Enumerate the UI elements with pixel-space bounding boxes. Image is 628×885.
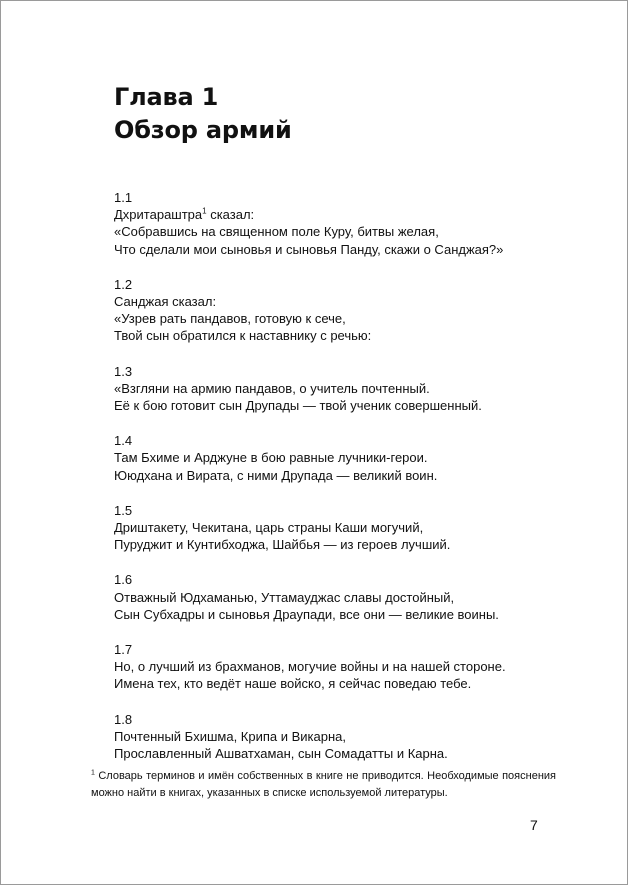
verse-line: Санджая сказал: <box>114 294 217 310</box>
verse-1-1 <box>114 189 554 258</box>
verse-line: Имена тех, кто ведёт наше войско, я сейчас поведаю тебе. <box>114 676 472 692</box>
speaker-tail: сказал: <box>206 207 255 223</box>
chapter-heading <box>114 81 292 147</box>
verse-number: 1.7 <box>114 642 133 658</box>
verse-line: Прославленный Ашватхаман, сын Сомадатты и Карна. <box>114 746 448 762</box>
verse-line: Почтенный Бхишма, Крипа и Викарна, <box>114 728 346 744</box>
verse-number: 1.5 <box>114 502 133 518</box>
verse-line: Что сделали мои сыновья и сыновья Панду, скажи о Санджая?» <box>114 241 504 257</box>
verse-line: Дриштакету, Чекитана, царь страны Каши могучий, <box>114 520 424 536</box>
verse-line: Твой сын обратился к наставнику с речью: <box>114 328 372 344</box>
verse-1-3 <box>114 363 554 415</box>
chapter-number: Глава 1 <box>114 83 219 111</box>
verse-line: «Узрев рать пандавов, готовую к сече, <box>114 311 346 327</box>
verse-1-6 <box>114 571 554 623</box>
verse-line: Сын Субхадры и сыновья Драупади, все они — великие воины. <box>114 606 499 622</box>
speaker-name: Дхритараштра <box>114 207 203 223</box>
verse-number: 1.8 <box>114 711 133 727</box>
verse-line: «Собравшись на священном поле Куру, битвы желая, <box>114 224 439 240</box>
verse-line: Но, о лучший из брахманов, могучие войны и на нашей стороне. <box>114 659 506 675</box>
chapter-title: Обзор армий <box>114 116 292 144</box>
verse-number: 1.2 <box>114 276 133 292</box>
verse-1-2 <box>114 276 554 345</box>
verse-line: Там Бхиме и Арджуне в бою равные лучники-герои. <box>114 450 428 466</box>
verse-line: Её к бою готовит сын Друпады — твой ученик совершенный. <box>114 398 482 414</box>
footnote-reference[interactable]: 1 <box>202 206 207 216</box>
verse-number: 1.4 <box>114 433 133 449</box>
verse-1-7 <box>114 641 554 693</box>
verse-line: Ююдхана и Вирата, с ними Друпада — великий воин. <box>114 467 438 483</box>
footnote <box>91 768 556 802</box>
verse-1-8 <box>114 711 554 763</box>
verse-number: 1.6 <box>114 572 133 588</box>
verse-line: Отважный Юдхаманью, Уттамауджас славы достойный, <box>114 589 455 605</box>
verse-line: Пуруджит и Кунтибходжа, Шайбья — из героев лучший. <box>114 537 451 553</box>
verse-1-5 <box>114 502 554 554</box>
footnote-mark: 1 <box>91 769 95 777</box>
verse-1-4 <box>114 432 554 484</box>
verse-line <box>114 206 554 223</box>
footnote-text: Словарь терминов и имён собственных в книге не приводится. Необходимые пояснения можно найти в книгах, указанных в списке используемой литературы. <box>91 770 556 799</box>
verse-list <box>114 189 554 780</box>
verse-number: 1.3 <box>114 363 133 379</box>
verse-line: «Взгляни на армию пандавов, о учитель почтенный. <box>114 380 430 396</box>
verse-number: 1.1 <box>114 190 133 205</box>
page-number: 7 <box>530 817 538 833</box>
